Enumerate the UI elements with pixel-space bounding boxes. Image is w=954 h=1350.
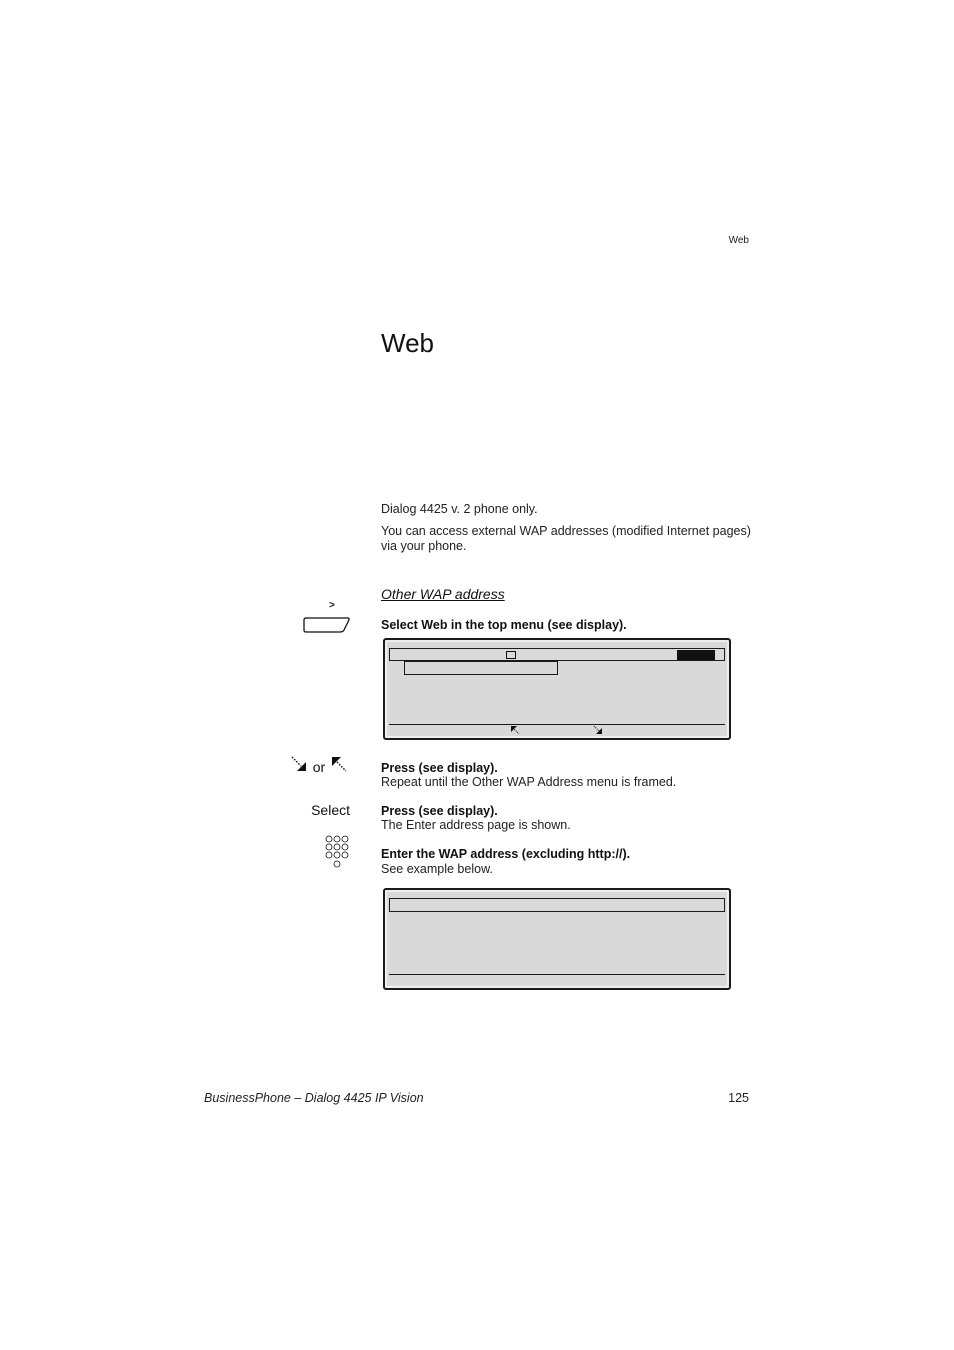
arrow-down-right-icon (290, 755, 310, 775)
menu-tab-icon (506, 651, 516, 659)
softkey-divider (389, 724, 725, 725)
step-4-instruction: Enter the WAP address (excluding http://). (381, 847, 631, 861)
arrow-up-left-icon (330, 755, 350, 775)
step-2-detail: Repeat until the Other WAP Address menu is framed. (381, 775, 677, 789)
menu-key-icon (300, 598, 352, 634)
step-3-instruction: Press (see display). (381, 804, 498, 818)
step-4-detail: See example below. (381, 862, 493, 876)
arrow-down-right-icon (593, 725, 603, 735)
step-2-instruction: Press (see display). (381, 761, 498, 775)
running-header: Web (728, 235, 749, 246)
phone-display-top-menu (383, 638, 731, 740)
selected-web-tab (677, 650, 715, 660)
top-menu-bar (389, 648, 725, 661)
select-softkey-label: Select (311, 802, 350, 818)
phone-display-enter-address (383, 888, 731, 990)
step-1-instruction: Select Web in the top menu (see display). (381, 618, 627, 632)
arrow-up-left-icon (510, 725, 520, 735)
intro-text: You can access external WAP addresses (modified Internet pages) via your phone. (381, 524, 751, 553)
footer-product-name: BusinessPhone – Dialog 4425 IP Vision (204, 1091, 424, 1105)
svg-text:>: > (329, 600, 335, 611)
softkey-divider (389, 974, 725, 975)
address-input-bar (389, 898, 725, 912)
or-label: or (312, 759, 326, 775)
framed-menu-item (404, 661, 558, 675)
keypad-icon (324, 834, 352, 870)
intro-note: Dialog 4425 v. 2 phone only. (381, 502, 538, 516)
step-3-detail: The Enter address page is shown. (381, 818, 571, 832)
page-title: Web (381, 328, 434, 358)
section-heading: Other WAP address (381, 586, 505, 602)
page-number: 125 (728, 1091, 749, 1105)
